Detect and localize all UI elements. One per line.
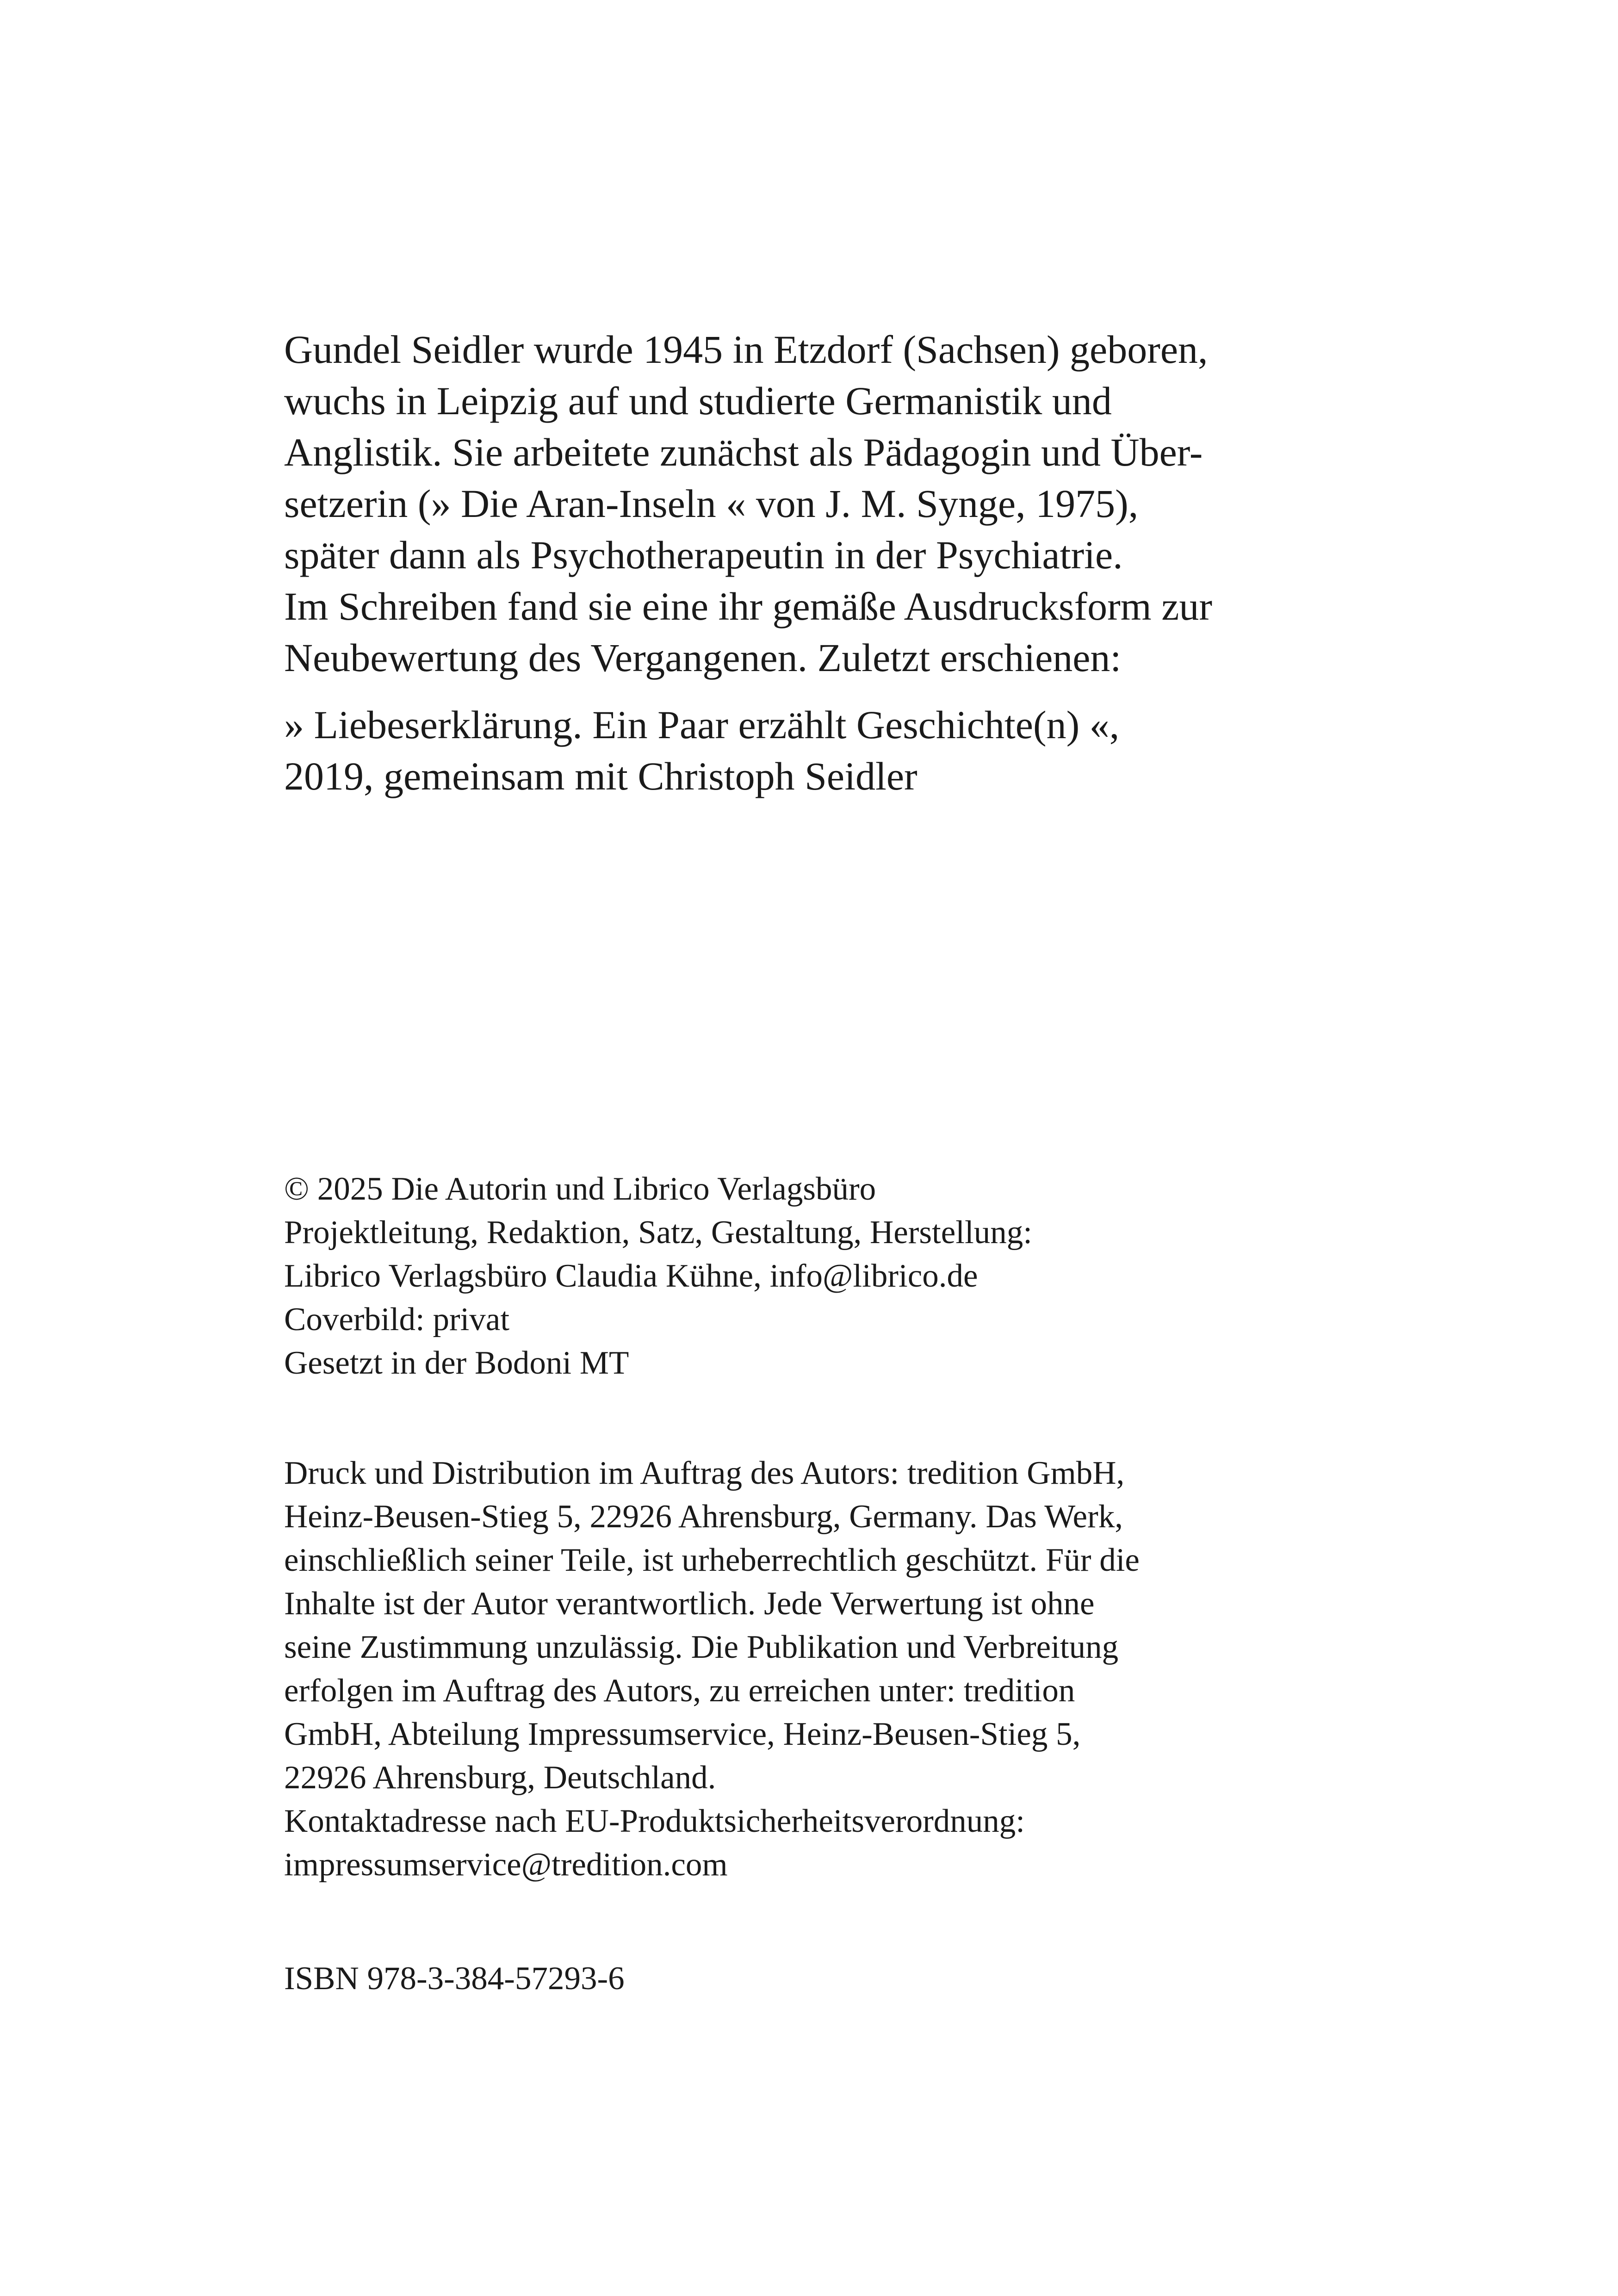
legal-line: Druck und Distribution im Auftrag des Autors: tredition GmbH, (284, 1455, 1125, 1491)
credits-line: Projektleitung, Redaktion, Satz, Gestaltung, Herstellung: (284, 1214, 1032, 1251)
bio-line: Anglistik. Sie arbeitete zunächst als Pädagogin und Über- (284, 430, 1203, 474)
bio-line: wuchs in Leipzig auf und studierte Germanistik und (284, 379, 1112, 423)
legal-line: erfolgen im Auftrag des Autors, zu erreichen unter: tredition (284, 1673, 1075, 1709)
author-bio-paragraph (284, 324, 1348, 684)
legal-line: GmbH, Abteilung Impressumservice, Heinz-Beusen-Stieg 5, (284, 1716, 1081, 1752)
bio-line: setzerin (» Die Aran-Inseln « von J. M. Synge, 1975), (284, 481, 1139, 526)
typeface-line: Gesetzt in der Bodoni MT (284, 1345, 629, 1381)
legal-line: einschließlich seiner Teile, ist urheberrechtlich geschützt. Für die (284, 1542, 1140, 1578)
publication-line: 2019, gemeinsam mit Christoph Seidler (284, 754, 917, 798)
imprint-credits (284, 1167, 1348, 1385)
bio-line: Neubewertung des Vergangenen. Zuletzt erschienen: (284, 635, 1122, 680)
legal-line: Kontaktadresse nach EU-Produktsicherheitsverordnung: (284, 1803, 1025, 1839)
bio-line: Im Schreiben fand sie eine ihr gemäße Ausdrucksform zur (284, 584, 1213, 628)
copyright-line: © 2025 Die Autorin und Librico Verlagsbüro (284, 1171, 876, 1207)
recent-publication (284, 699, 1348, 802)
legal-line: 22926 Ahrensburg, Deutschland. (284, 1760, 716, 1796)
isbn: ISBN 978-3-384-57293-6 (284, 1960, 625, 1997)
legal-line: seine Zustimmung unzulässig. Die Publikation und Verbreitung (284, 1629, 1119, 1665)
legal-notice (284, 1451, 1348, 1886)
author-bio (284, 324, 1348, 802)
bio-line: Gundel Seidler wurde 1945 in Etzdorf (Sachsen) geboren, (284, 327, 1208, 372)
bio-line: später dann als Psychotherapeutin in der Psychiatrie. (284, 533, 1123, 577)
credits-line: Librico Verlagsbüro Claudia Kühne, info@librico.de (284, 1258, 978, 1294)
contact-email: impressumservice@tredition.com (284, 1847, 728, 1883)
cover-credit-line: Coverbild: privat (284, 1301, 510, 1338)
legal-line: Heinz-Beusen-Stieg 5, 22926 Ahrensburg, Germany. Das Werk, (284, 1499, 1123, 1535)
publication-line: » Liebeserklärung. Ein Paar erzählt Geschichte(n) «, (284, 703, 1120, 747)
legal-line: Inhalte ist der Autor verantwortlich. Jede Verwertung ist ohne (284, 1586, 1095, 1622)
